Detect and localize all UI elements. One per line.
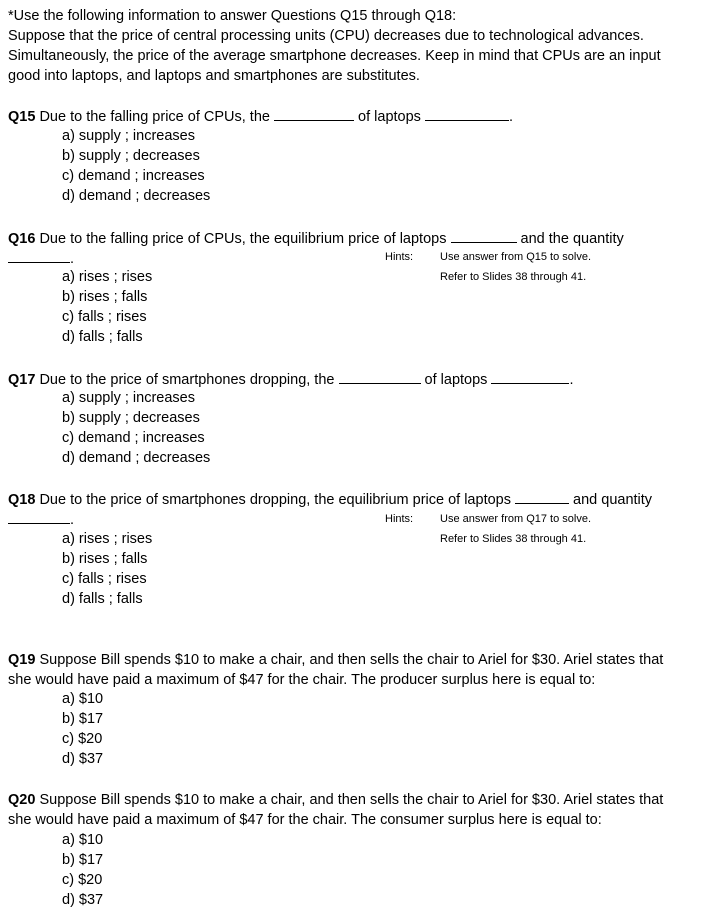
q16-option-d: d) falls ; falls [62, 329, 143, 345]
q16-stem [8, 228, 624, 249]
q16-hints-label: Hints: [385, 251, 414, 263]
q18-stem [8, 489, 652, 510]
q17-option-d: d) demand ; decreases [62, 450, 211, 466]
q15-stem [8, 106, 513, 127]
q18-hints-label: Hints: [385, 513, 414, 525]
q16-hint-1: Use answer from Q15 to solve. [440, 251, 592, 263]
q20-option-b: b) $17 [62, 852, 104, 868]
q20-stem-line-1 [8, 790, 663, 810]
q18-number: Q18 [8, 492, 36, 508]
q20-stem-line-2: she would have paid a maximum of $47 for the chair. The consumer surplus here is equal to: [8, 812, 602, 828]
q16-option-c: c) falls ; rises [62, 309, 147, 325]
q18-hint-1: Use answer from Q17 to solve. [440, 513, 592, 525]
q16-text-b: and the quantity [520, 231, 624, 247]
q18-option-a: a) rises ; rises [62, 531, 153, 547]
intro-line-4: good into laptops, and laptops and smartphones are substitutes. [8, 68, 420, 84]
q19-option-b: b) $17 [62, 711, 104, 727]
q15-option-b: b) supply ; decreases [62, 148, 200, 164]
q18-option-b: b) rises ; falls [62, 551, 148, 567]
q17-text-a: Due to the price of smartphones dropping, the [39, 372, 335, 388]
q20-option-c: c) $20 [62, 872, 103, 888]
q15-option-a: a) supply ; increases [62, 128, 195, 144]
q18-stem-cont [8, 509, 74, 530]
q17-number: Q17 [8, 372, 36, 388]
q16-number: Q16 [8, 231, 36, 247]
q17-text-b: of laptops [424, 372, 488, 388]
q18-blank-1 [515, 489, 569, 504]
q18-end: . [70, 512, 75, 528]
q20-text-1: Suppose Bill spends $10 to make a chair, and then sells the chair to Ariel for $30. Ariel states that [39, 792, 664, 808]
q15-text-a: Due to the falling price of CPUs, the [39, 109, 270, 125]
q15-option-c: c) demand ; increases [62, 168, 205, 184]
q19-option-c: c) $20 [62, 731, 103, 747]
q17-stem [8, 369, 573, 390]
q16-text-a: Due to the falling price of CPUs, the equilibrium price of laptops [39, 231, 447, 247]
intro-line-1: *Use the following information to answer Questions Q15 through Q18: [8, 8, 457, 24]
intro-line-2: Suppose that the price of central processing units (CPU) decreases due to technological advances. [8, 28, 644, 44]
q20-number: Q20 [8, 792, 36, 808]
q15-option-d: d) demand ; decreases [62, 188, 211, 204]
q18-option-d: d) falls ; falls [62, 591, 143, 607]
q17-end: . [569, 372, 574, 388]
q18-text-b: and quantity [573, 492, 653, 508]
q15-end: . [508, 109, 513, 125]
q19-option-a: a) $10 [62, 691, 104, 707]
q16-option-a: a) rises ; rises [62, 269, 153, 285]
q19-stem-line-2: she would have paid a maximum of $47 for the chair. The producer surplus here is equal to: [8, 672, 596, 688]
q19-number: Q19 [8, 652, 36, 668]
q15-number: Q15 [8, 109, 36, 125]
q15-blank-2 [425, 106, 509, 121]
q19-option-d: d) $37 [62, 751, 104, 767]
q18-text-a: Due to the price of smartphones dropping, the equilibrium price of laptops [39, 492, 511, 508]
q16-option-b: b) rises ; falls [62, 289, 148, 305]
q17-blank-1 [339, 369, 421, 384]
q16-hint-2: Refer to Slides 38 through 41. [440, 271, 587, 283]
q17-option-c: c) demand ; increases [62, 430, 205, 446]
q19-text-1: Suppose Bill spends $10 to make a chair, and then sells the chair to Ariel for $30. Ariel states that [39, 652, 664, 668]
q18-option-c: c) falls ; rises [62, 571, 147, 587]
intro-line-3: Simultaneously, the price of the average smartphone decreases. Keep in mind that CPUs are an input [8, 48, 661, 64]
q16-blank-2 [8, 248, 70, 263]
q17-blank-2 [491, 369, 569, 384]
q20-option-a: a) $10 [62, 832, 104, 848]
q16-stem-cont [8, 248, 74, 269]
q16-end: . [70, 251, 75, 267]
q19-stem-line-1 [8, 650, 663, 670]
q16-blank-1 [451, 228, 517, 243]
q15-blank-1 [274, 106, 354, 121]
q20-option-d: d) $37 [62, 892, 104, 908]
q17-option-a: a) supply ; increases [62, 390, 195, 406]
q18-hint-2: Refer to Slides 38 through 41. [440, 533, 587, 545]
q18-blank-2 [8, 509, 70, 524]
q17-option-b: b) supply ; decreases [62, 410, 200, 426]
q15-text-b: of laptops [358, 109, 421, 125]
